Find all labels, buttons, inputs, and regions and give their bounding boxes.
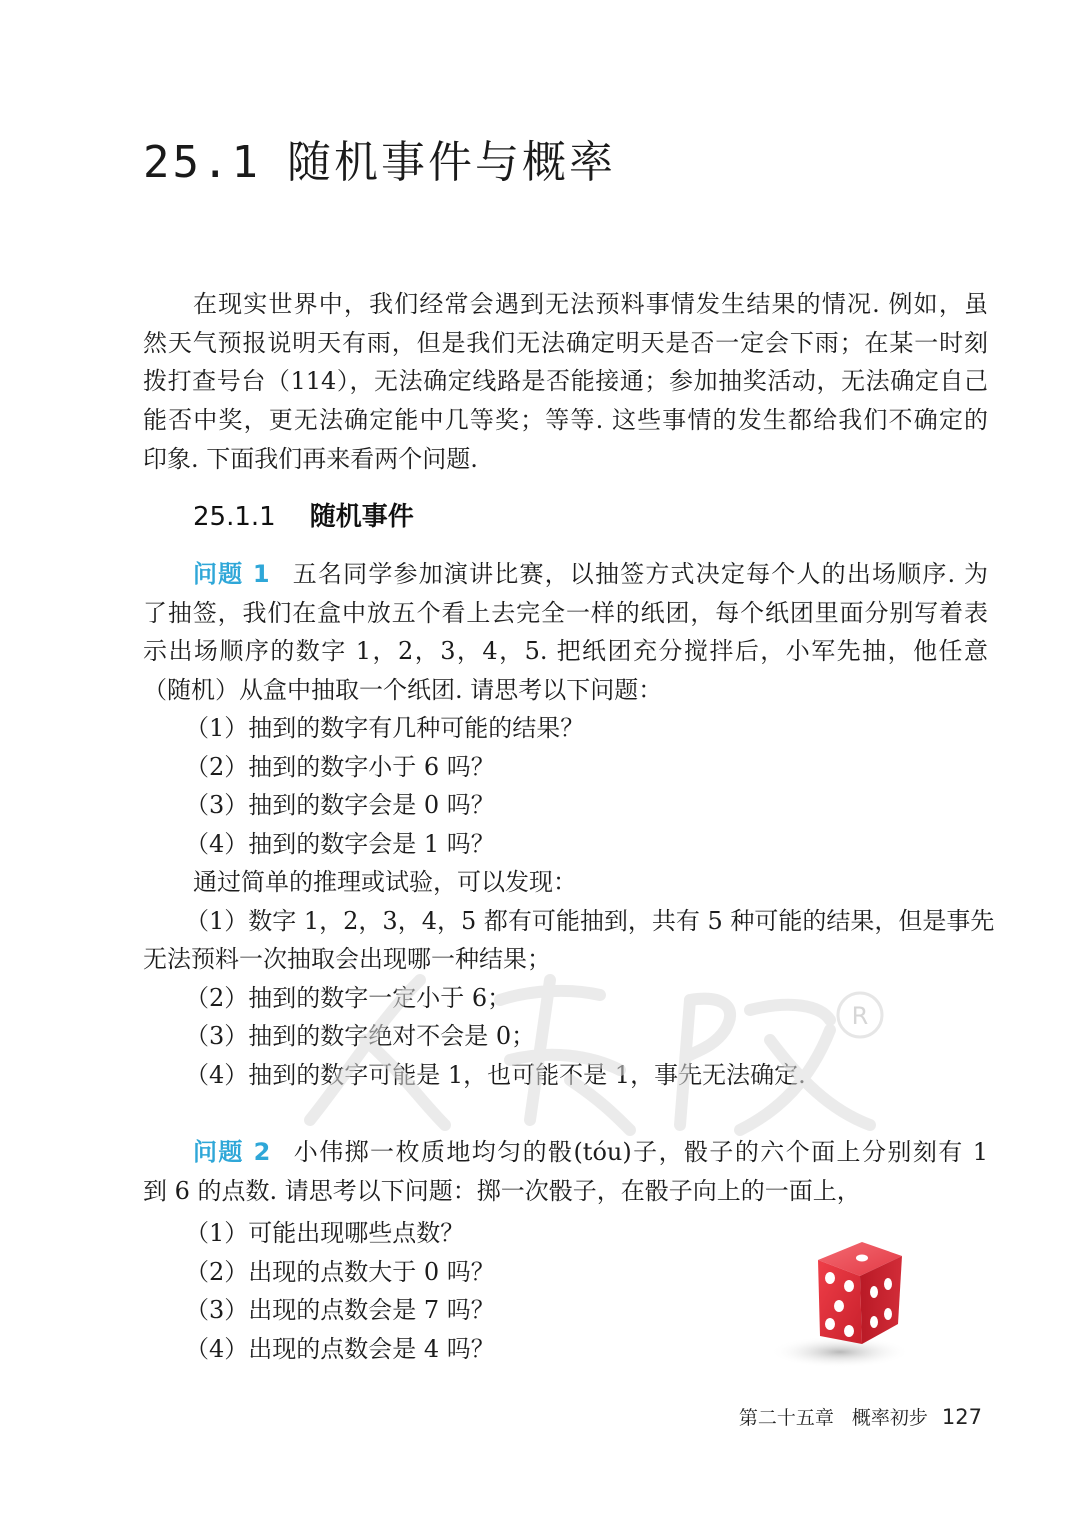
dice-image	[770, 1232, 930, 1372]
dice-pip	[884, 1278, 892, 1290]
problem-1-line: 示出场顺序的数字 1，2，3，4，5. 把纸团充分搅拌后，小军先抽，他任意	[143, 637, 988, 665]
problem-2-question: （2）出现的点数大于 0 吗？	[185, 1258, 495, 1286]
problem-1-question: （4）抽到的数字会是 1 吗？	[185, 830, 495, 858]
finding-line: （1）数字 1，2，3，4，5 都有可能抽到，共有 5 种可能的结果，但是事先	[185, 907, 995, 935]
problem-1-question: （3）抽到的数字会是 0 吗？	[185, 791, 495, 819]
dice-pip	[870, 1286, 878, 1298]
problem-1-line: （随机）从盒中抽取一个纸团. 请思考以下问题：	[143, 676, 663, 704]
problem-2-text: 小伟掷一枚质地均匀的骰(tóu)子，骰子的六个面上分别刻有 1	[292, 1138, 988, 1166]
intro-line: 印象. 下面我们再来看两个问题.	[143, 445, 478, 473]
problem-1-label: 问题 1	[193, 560, 270, 588]
footer-chapter-name: 概率初步	[851, 1407, 928, 1429]
footer-chapter: 第二十五章	[738, 1407, 834, 1429]
problem-2-label: 问题 2	[193, 1138, 271, 1166]
problem-1-text: 五名同学参加演讲比赛，以抽签方式决定每个人的出场顺序. 为	[291, 560, 988, 588]
intro-line: 然天气预报说明天有雨，但是我们无法确定明天是否一定会下雨；在某一时刻	[143, 329, 988, 357]
subsection-title: 随机事件	[309, 502, 414, 532]
intro-line: 拨打查号台（114），无法确定线路是否能接通；参加抽奖活动，无法确定自己	[143, 367, 988, 395]
dice-pip	[844, 1325, 854, 1337]
intro-line: 在现实世界中，我们经常会遇到无法预料事情发生结果的情况. 例如，虽	[193, 290, 988, 318]
section-number: 25.1	[143, 137, 261, 188]
page-title	[143, 126, 616, 190]
problem-1-line: 了抽签，我们在盒中放五个看上去完全一样的纸团，每个纸团里面分别写着表	[143, 599, 988, 627]
finding-intro: 通过简单的推理或试验，可以发现：	[193, 868, 577, 896]
problem-1-first-line	[193, 559, 988, 589]
section-title: 随机事件与概率	[286, 137, 616, 188]
intro-line: 能否中奖，更无法确定能中几等奖；等等. 这些事情的发生都给我们不确定的	[143, 406, 988, 434]
finding-line: （3）抽到的数字绝对不会是 0；	[185, 1022, 536, 1050]
dice-pip	[856, 1255, 868, 1262]
problem-2-question: （1）可能出现哪些点数？	[185, 1219, 465, 1247]
problem-2-line: 到 6 的点数. 请思考以下问题：掷一次骰子，在骰子向上的一面上，	[143, 1177, 861, 1205]
dice-pip	[825, 1318, 835, 1330]
dice-pip	[844, 1280, 854, 1292]
dice-pip	[834, 1300, 844, 1312]
dice-pip	[825, 1272, 835, 1284]
svg-text:R: R	[851, 1002, 869, 1030]
subsection-heading	[193, 500, 414, 534]
dice-pip	[884, 1308, 892, 1320]
page-number: 127	[941, 1405, 982, 1429]
finding-line: （4）抽到的数字可能是 1，也可能不是 1，事先无法确定.	[185, 1061, 806, 1089]
problem-1-question: （2）抽到的数字小于 6 吗？	[185, 753, 495, 781]
finding-line: 无法预料一次抽取会出现哪一种结果；	[143, 945, 551, 973]
dice-shadow	[770, 1336, 910, 1368]
finding-line: （2）抽到的数字一定小于 6；	[185, 984, 512, 1012]
problem-2-first-line	[193, 1137, 988, 1167]
problem-1-question: （1）抽到的数字有几种可能的结果？	[185, 714, 585, 742]
problem-2-question: （4）出现的点数会是 4 吗？	[185, 1335, 495, 1363]
subsection-number: 25.1.1	[193, 502, 276, 532]
problem-2-question: （3）出现的点数会是 7 吗？	[185, 1296, 495, 1324]
page-footer	[739, 1403, 982, 1430]
dice-pip	[870, 1316, 878, 1328]
